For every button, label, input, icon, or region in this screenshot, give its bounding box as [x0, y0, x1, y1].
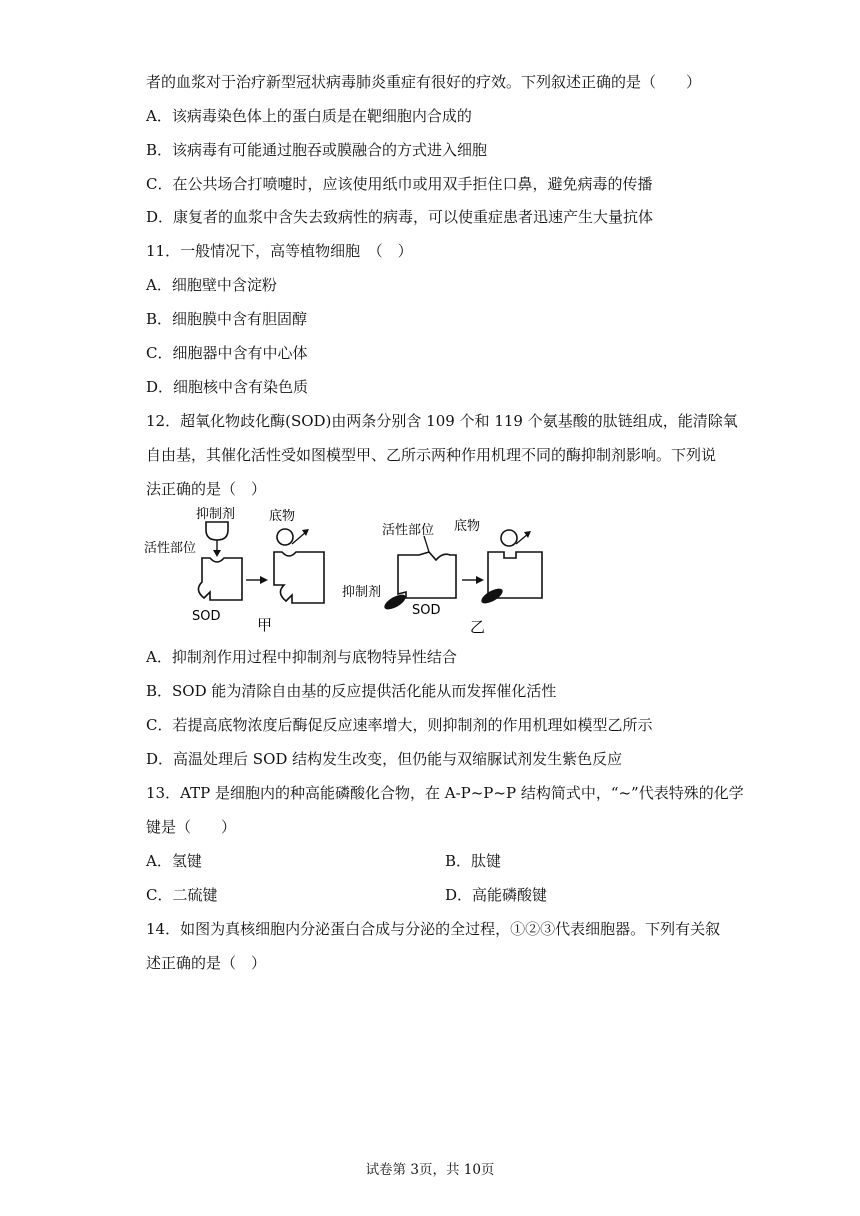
substrate-label-yi: 底物 [454, 519, 481, 534]
substrate-yi [501, 530, 517, 546]
q10-option-b: B．该病毒有可能通过胞吞或膜融合的方式进入细胞 [146, 141, 488, 159]
q12-option-d: D．高温处理后 SOD 结构发生改变，但仍能与双缩脲试剂发生紫色反应 [146, 750, 623, 768]
q13-option-a: A．氢键 [146, 852, 202, 870]
q11-option-c: C．细胞器中含有中心体 [146, 344, 308, 362]
inhibitor-arrowhead-jia [213, 550, 221, 557]
substrate-jia [277, 529, 293, 545]
inhibitor-label-jia: 抑制剂 [196, 507, 236, 522]
q13-option-c: C．二硫键 [146, 886, 218, 904]
q13-option-b: B．肽键 [445, 852, 502, 870]
sod-enzyme-yi [398, 552, 456, 598]
label-yi: 乙 [470, 618, 486, 636]
q11-option-a: A．细胞壁中含淀粉 [146, 276, 277, 294]
q10-option-a: A．该病毒染色体上的蛋白质是在靶细胞内合成的 [146, 107, 472, 125]
inhibitor-yi-2 [479, 586, 505, 607]
product-arrow-jia [292, 532, 306, 544]
q14-stem-line1: 14．如图为真核细胞内分泌蛋白合成与分泌的全过程，①②③代表细胞器。下列有关叙 [146, 920, 721, 938]
q12-option-b: B．SOD 能为清除自由基的反应提供活化能从而发挥催化活性 [146, 682, 557, 700]
substrate-label-jia: 底物 [269, 509, 296, 524]
q10-option-c: C．在公共场合打喷嚏时，应该使用纸巾或用双手拒住口鼻，避免病毒的传播 [146, 175, 653, 193]
q12-stem-line3: 法正确的是（ ） [146, 480, 267, 498]
q13-option-d: D．高能磷酸键 [445, 886, 548, 904]
inhibitor-jia-shape [206, 522, 228, 540]
q14-stem-line2: 述正确的是（ ） [146, 954, 267, 972]
active-site-pointer-yi [424, 536, 429, 552]
label-jia: 甲 [257, 616, 273, 634]
q11-stem: 11．一般情况下，高等植物细胞 （ ） [146, 242, 413, 260]
q13-stem-line2: 键是（ ） [146, 818, 237, 836]
q12-option-a: A．抑制剂作用过程中抑制剂与底物特异性结合 [146, 648, 457, 666]
active-site-label-jia: 活性部位 [144, 541, 197, 556]
q12-stem-line1: 12．超氧化物歧化酶(SOD)由两条分别含 109 个和 119 个氨基酸的肽链组成，能清除氧 [146, 412, 738, 430]
q10-option-d: D．康复者的血浆中含失去致病性的病毒，可以使重症患者迅速产生大量抗体 [146, 208, 654, 226]
sod-enzyme-jia-2 [274, 552, 324, 603]
page-footer: 试卷第 3页，共 10页 [365, 1162, 495, 1178]
active-site-label-yi: 活性部位 [382, 523, 435, 538]
enzyme-inhibitor-diagram [144, 500, 564, 640]
reaction-arrowhead-jia [260, 576, 268, 584]
inhibitor-label-yi: 抑制剂 [342, 585, 382, 600]
reaction-arrowhead-yi [476, 576, 484, 584]
inhibitor-yi-1 [382, 592, 408, 613]
sod-label-yi: SOD [412, 603, 441, 618]
q10-stem-tail: 者的血浆对于治疗新型冠状病毒肺炎重症有很好的疗效。下列叙述正确的是（ ） [146, 73, 702, 91]
q11-option-d: D．细胞核中含有染色质 [146, 378, 309, 396]
q13-stem-line1: 13．ATP 是细胞内的种高能磷酸化合物，在 A-P~P~P 结构简式中，“~”代表特殊的化学 [146, 784, 744, 802]
sod-enzyme-jia [198, 558, 242, 600]
q11-option-b: B．细胞膜中含有胆固醇 [146, 310, 308, 328]
product-arrow-yi [516, 534, 528, 544]
q12-stem-line2: 自由基，其催化活性受如图模型甲、乙所示两种作用机理不同的酶抑制剂影响。下列说 [146, 446, 717, 464]
q12-option-c: C．若提高底物浓度后酶促反应速率增大，则抑制剂的作用机理如模型乙所示 [146, 716, 653, 734]
sod-label-jia: SOD [192, 609, 221, 624]
